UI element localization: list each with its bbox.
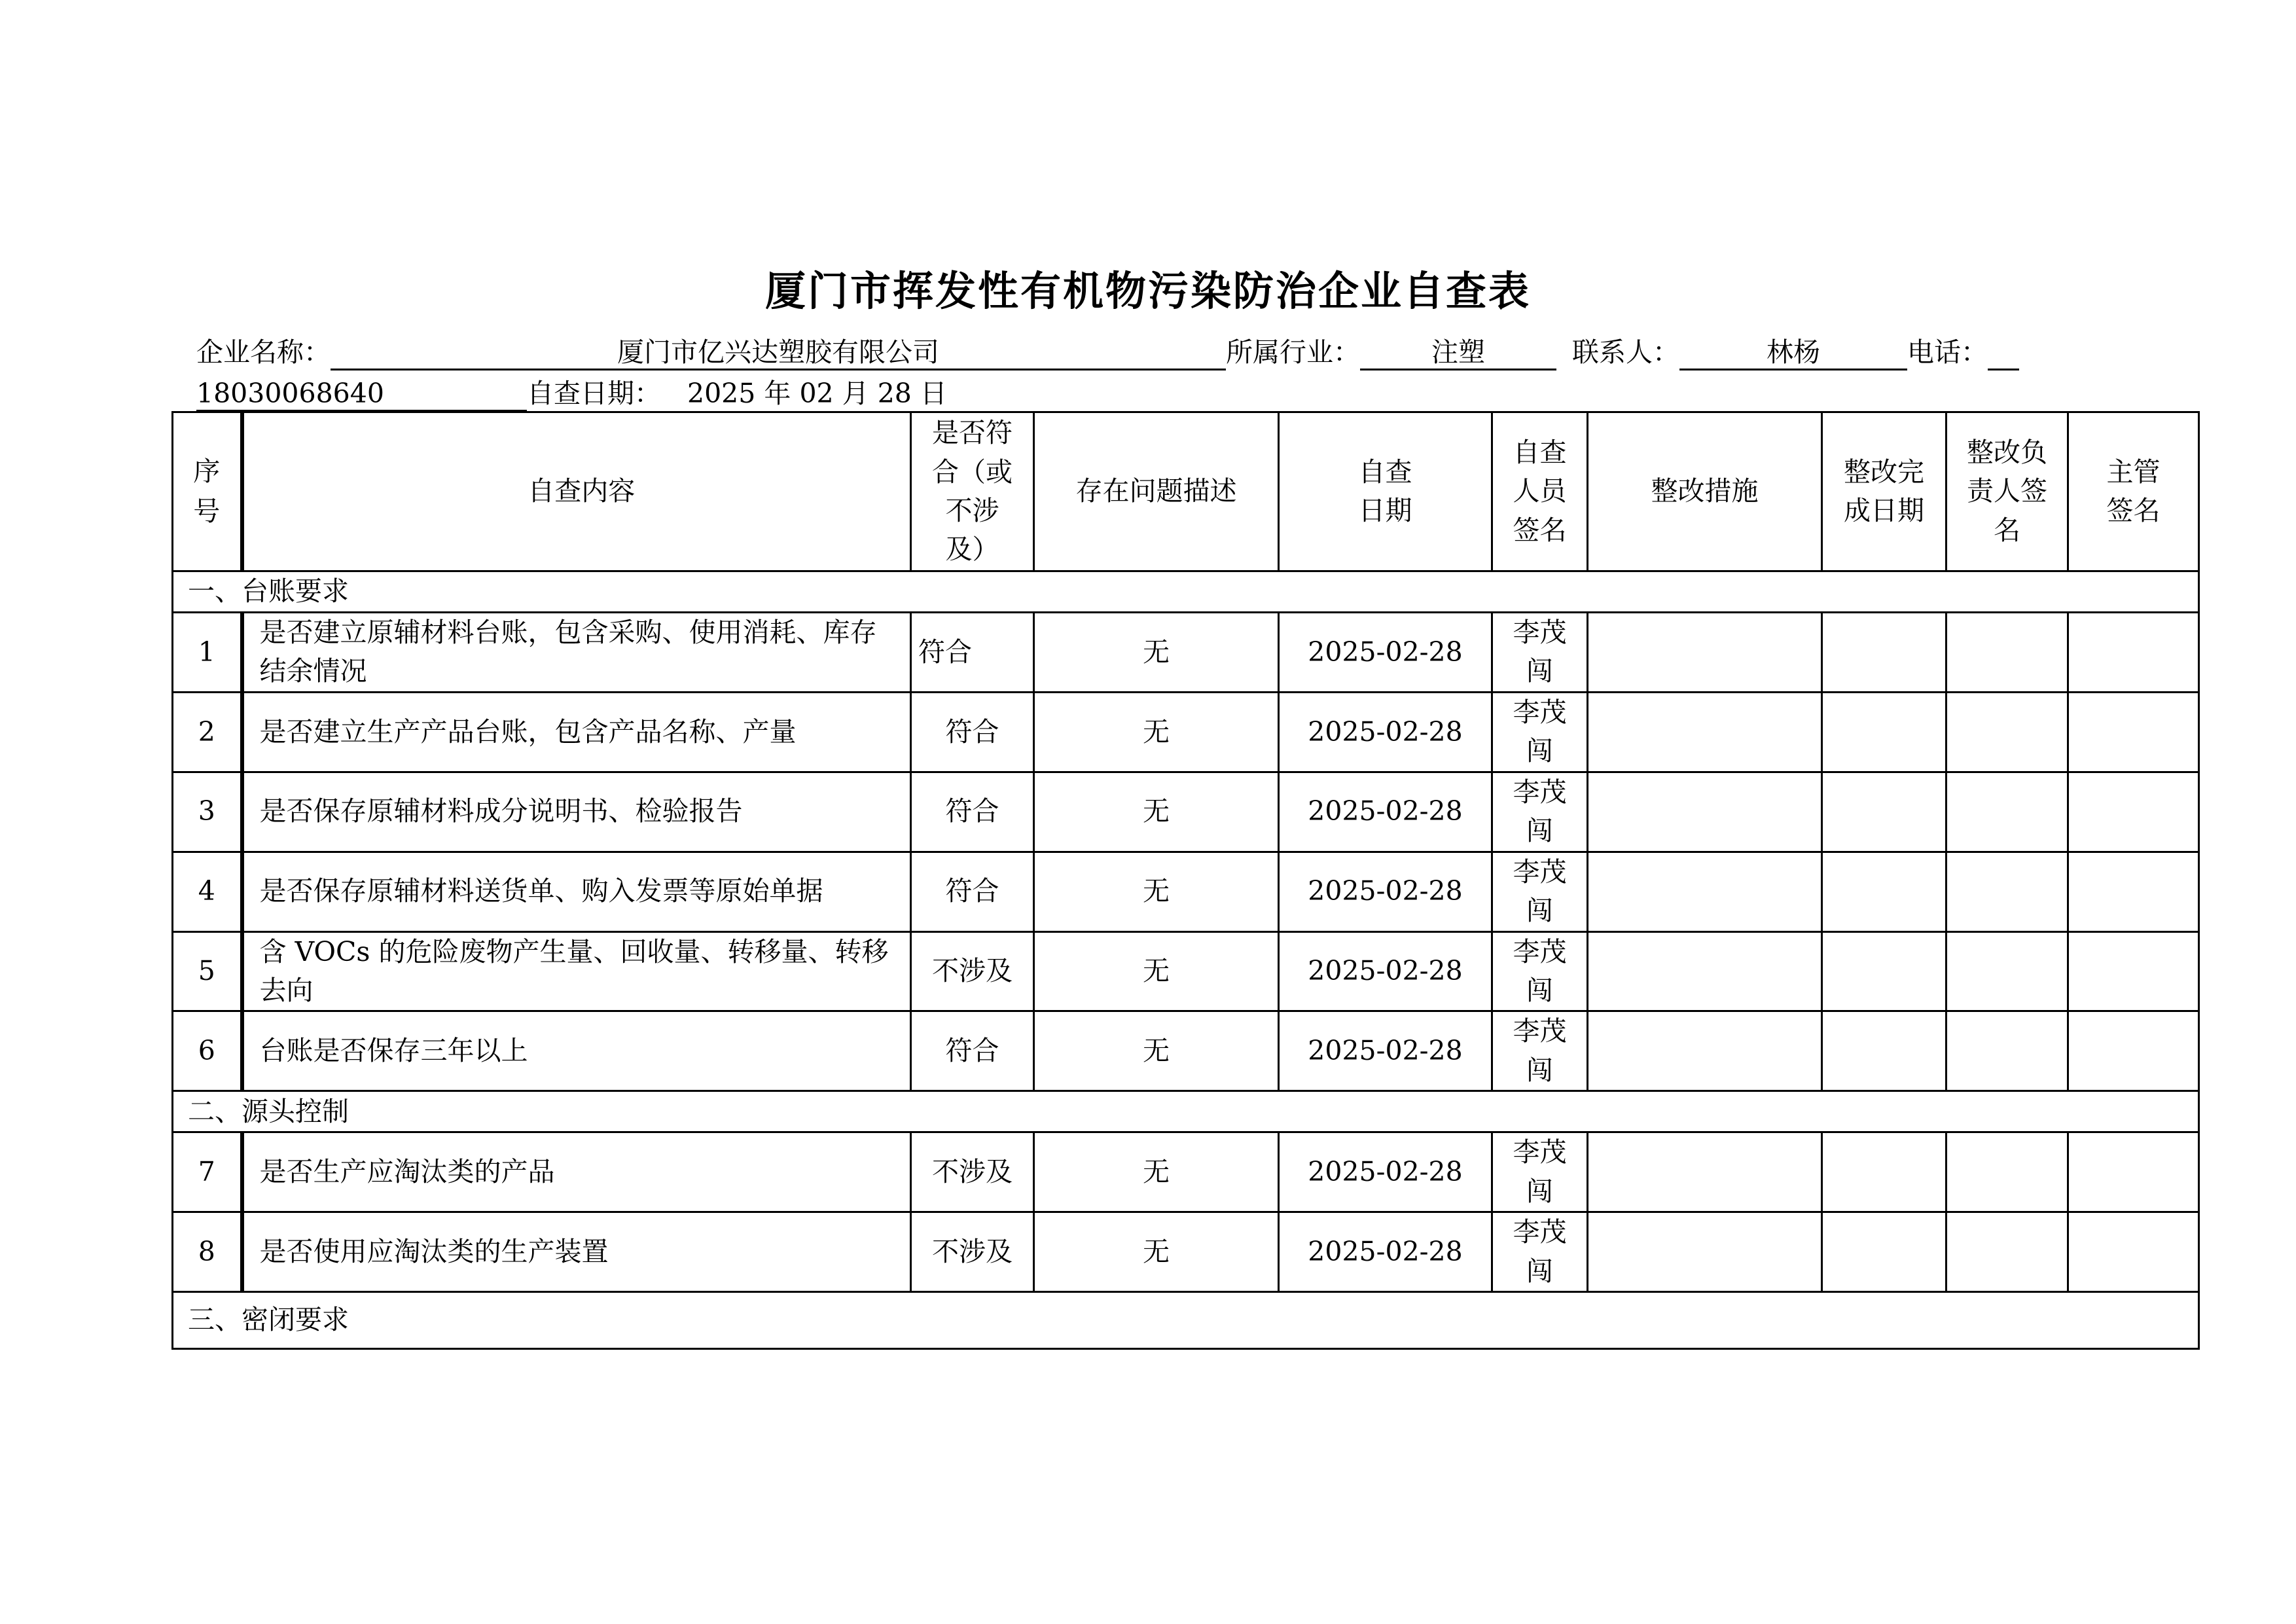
cell-date: 2025-02-28 [1279, 931, 1492, 1011]
section-row [173, 1091, 2199, 1132]
phone-value: 18030068640 [196, 378, 384, 409]
contact-field [1679, 336, 1907, 370]
table-row [173, 852, 2199, 931]
cell-measure [1588, 1011, 1822, 1091]
cell-content: 含 VOCs 的危险废物产生量、回收量、转移量、转移去向 [242, 931, 911, 1011]
cell-measure [1588, 692, 1822, 772]
cell-measure [1588, 852, 1822, 931]
cell-issue: 无 [1034, 931, 1279, 1011]
cell-content: 台账是否保存三年以上 [242, 1011, 911, 1091]
document-title: 厦门市挥发性有机物污染防治企业自查表 [764, 267, 1531, 315]
industry-value: 注塑 [1431, 336, 1485, 368]
cell-date: 2025-02-28 [1279, 772, 1492, 852]
cell-no: 6 [173, 1011, 242, 1091]
cell-content: 是否建立生产产品台账，包含产品名称、产量 [242, 692, 911, 772]
cell-responsible [1946, 931, 2068, 1011]
cell-finish-date [1822, 613, 1946, 693]
date-year-unit: 年 [764, 378, 791, 409]
phone-field [196, 378, 527, 412]
contact-label: 联系人： [1572, 336, 1679, 368]
cell-inspector [1492, 692, 1588, 772]
info-line-1 [196, 331, 2019, 370]
cell-supervisor [2068, 613, 2199, 693]
date-day: 28 [877, 378, 912, 409]
cell-issue: 无 [1034, 852, 1279, 931]
phone-field-start [1988, 336, 2019, 370]
cell-date: 2025-02-28 [1279, 692, 1492, 772]
cell-comply: 不涉及 [911, 931, 1034, 1011]
cell-date: 2025-02-28 [1279, 613, 1492, 693]
cell-no: 3 [173, 772, 242, 852]
cell-finish-date [1822, 1132, 1946, 1212]
cell-responsible [1946, 852, 2068, 931]
cell-comply: 不涉及 [911, 1212, 1034, 1292]
section-title: 三、密闭要求 [173, 1292, 2199, 1349]
cell-issue: 无 [1034, 692, 1279, 772]
cell-comply: 符合 [911, 1011, 1034, 1091]
cell-measure [1588, 1212, 1822, 1292]
cell-no: 4 [173, 852, 242, 931]
header-issue: 存在问题描述 [1034, 412, 1279, 571]
inspector-signature: 李茂闯 [1513, 935, 1567, 1006]
self-inspection-table [171, 411, 2200, 1350]
date-label: 自查日期： [527, 378, 661, 409]
cell-inspector [1492, 1212, 1588, 1292]
cell-date: 2025-02-28 [1279, 1011, 1492, 1091]
cell-content: 是否保存原辅材料成分说明书、检验报告 [242, 772, 911, 852]
section-row [173, 1292, 2199, 1349]
cell-finish-date [1822, 1011, 1946, 1091]
header-row [173, 412, 2199, 571]
inspector-signature: 李茂闯 [1513, 696, 1567, 767]
header-measure: 整改措施 [1588, 412, 1822, 571]
company-name-value: 厦门市亿兴达塑胶有限公司 [617, 336, 939, 368]
cell-inspector [1492, 1011, 1588, 1091]
cell-responsible [1946, 692, 2068, 772]
cell-finish-date [1822, 852, 1946, 931]
cell-comply: 符合 [911, 692, 1034, 772]
cell-supervisor [2068, 1132, 2199, 1212]
cell-issue: 无 [1034, 772, 1279, 852]
header-content: 自查内容 [242, 412, 911, 571]
cell-issue: 无 [1034, 613, 1279, 693]
cell-date: 2025-02-28 [1279, 1212, 1492, 1292]
header-inspector: 自查人员签名 [1492, 412, 1588, 571]
header-finish-date: 整改完成日期 [1822, 412, 1946, 571]
table-row [173, 1212, 2199, 1292]
header-date: 自查日期 [1279, 412, 1492, 571]
cell-inspector [1492, 772, 1588, 852]
cell-finish-date [1822, 931, 1946, 1011]
cell-supervisor [2068, 931, 2199, 1011]
table-row [173, 772, 2199, 852]
date-month: 02 [799, 378, 834, 409]
cell-no: 7 [173, 1132, 242, 1212]
cell-inspector [1492, 931, 1588, 1011]
cell-responsible [1946, 1212, 2068, 1292]
cell-content: 是否生产应淘汰类的产品 [242, 1132, 911, 1212]
inspector-signature: 李茂闯 [1513, 617, 1567, 687]
header-no: 序号 [173, 412, 242, 571]
cell-issue: 无 [1034, 1132, 1279, 1212]
cell-comply: 不涉及 [911, 1132, 1034, 1212]
industry-label: 所属行业： [1226, 336, 1360, 368]
cell-measure [1588, 1132, 1822, 1212]
cell-finish-date [1822, 1212, 1946, 1292]
inspector-signature: 李茂闯 [1513, 1015, 1567, 1086]
table-row [173, 931, 2199, 1011]
cell-supervisor [2068, 1011, 2199, 1091]
cell-date: 2025-02-28 [1279, 852, 1492, 931]
cell-date: 2025-02-28 [1279, 1132, 1492, 1212]
cell-responsible [1946, 1011, 2068, 1091]
cell-content: 是否保存原辅材料送货单、购入发票等原始单据 [242, 852, 911, 931]
contact-value: 林杨 [1767, 336, 1820, 368]
header-comply: 是否符合（或不涉及） [911, 412, 1034, 571]
cell-no: 8 [173, 1212, 242, 1292]
cell-measure [1588, 931, 1822, 1011]
cell-finish-date [1822, 692, 1946, 772]
cell-content: 是否建立原辅材料台账，包含采购、使用消耗、库存结余情况 [242, 613, 911, 693]
cell-measure [1588, 772, 1822, 852]
date-day-unit: 日 [920, 378, 947, 409]
cell-no: 2 [173, 692, 242, 772]
cell-finish-date [1822, 772, 1946, 852]
cell-supervisor [2068, 772, 2199, 852]
section-row [173, 571, 2199, 613]
cell-issue: 无 [1034, 1011, 1279, 1091]
inspector-signature: 李茂闯 [1513, 1136, 1567, 1207]
cell-inspector [1492, 852, 1588, 931]
header-responsible: 整改负责人签名 [1946, 412, 2068, 571]
table-row [173, 1132, 2199, 1212]
section-title: 一、台账要求 [173, 571, 2199, 613]
header-supervisor: 主管签名 [2068, 412, 2199, 571]
date-month-unit: 月 [842, 378, 869, 409]
cell-inspector [1492, 1132, 1588, 1212]
cell-responsible [1946, 613, 2068, 693]
table-row [173, 692, 2199, 772]
cell-inspector [1492, 613, 1588, 693]
inspector-signature: 李茂闯 [1513, 856, 1567, 927]
table-row [173, 1011, 2199, 1091]
cell-supervisor [2068, 692, 2199, 772]
company-label: 企业名称： [196, 336, 331, 368]
section-title: 二、源头控制 [173, 1091, 2199, 1132]
cell-supervisor [2068, 852, 2199, 931]
info-line-2 [196, 372, 947, 412]
inspector-signature: 李茂闯 [1513, 1216, 1567, 1287]
cell-no: 1 [173, 613, 242, 693]
cell-supervisor [2068, 1212, 2199, 1292]
cell-responsible [1946, 1132, 2068, 1212]
cell-content: 是否使用应淘汰类的生产装置 [242, 1212, 911, 1292]
cell-comply: 符合 [911, 852, 1034, 931]
cell-responsible [1946, 772, 2068, 852]
phone-label: 电话： [1907, 336, 1988, 368]
company-name-field [331, 336, 1226, 370]
cell-issue: 无 [1034, 1212, 1279, 1292]
cell-comply: 符合 [911, 772, 1034, 852]
table-row [173, 613, 2199, 693]
inspector-signature: 李茂闯 [1513, 776, 1567, 847]
industry-field [1360, 336, 1556, 370]
cell-measure [1588, 613, 1822, 693]
date-year: 2025 [687, 378, 756, 409]
cell-no: 5 [173, 931, 242, 1011]
cell-comply: 符合 [911, 613, 1034, 693]
